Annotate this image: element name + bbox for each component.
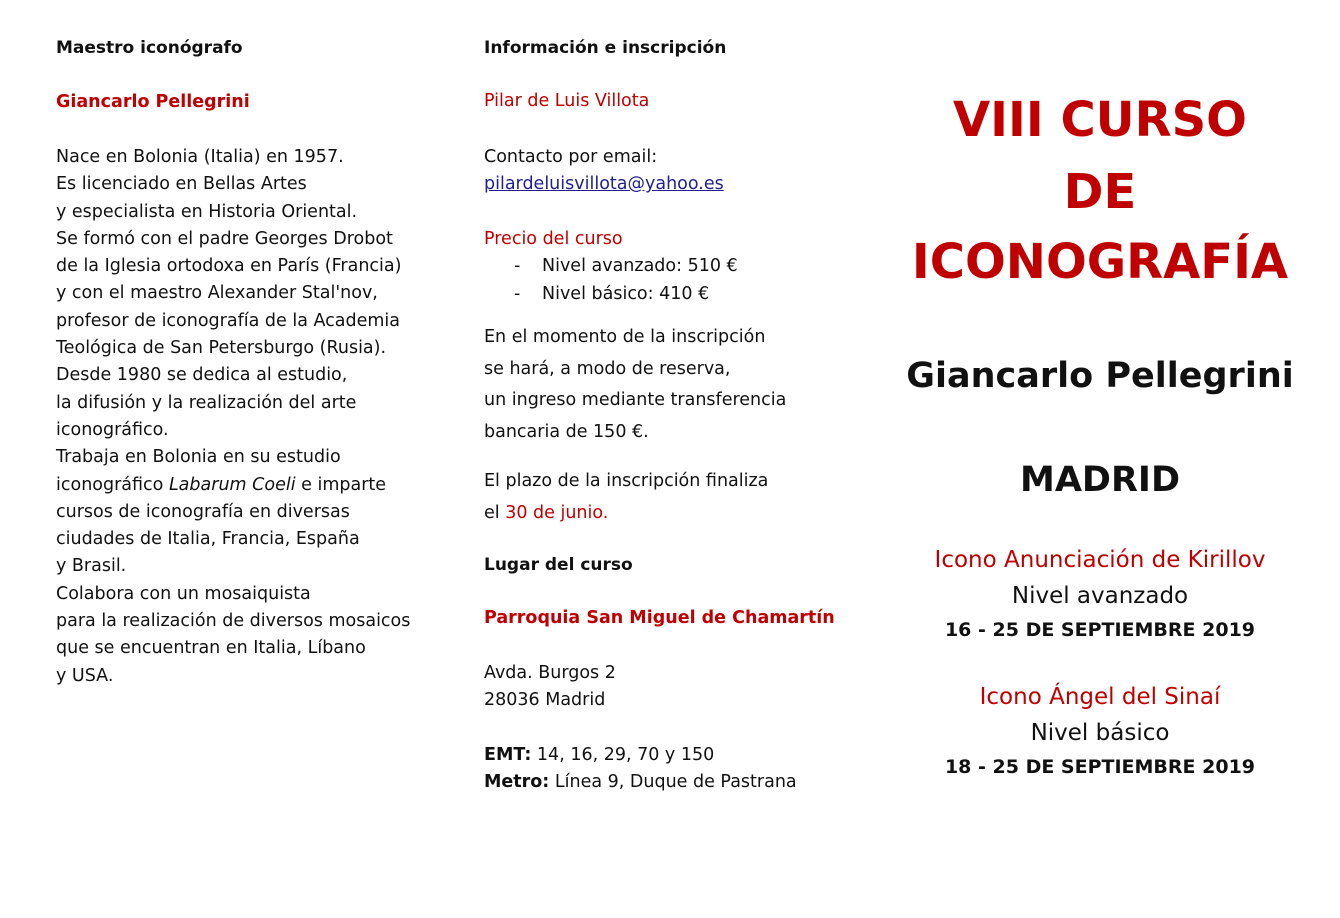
bio-line: Colabora con un mosaiquista [56, 583, 311, 604]
address-city: 28036 Madrid [484, 690, 606, 711]
bio-line: y especialista en Historia Oriental. [56, 201, 358, 222]
bio-line: y USA. [56, 665, 114, 686]
deadline-text [484, 466, 768, 529]
metro-value: Línea 9, Duque de Pastrana [549, 772, 797, 793]
info-heading: Información e inscripción [484, 38, 727, 58]
price-heading: Precio del curso [484, 229, 623, 249]
reservation-text [484, 322, 786, 449]
contact-block [484, 144, 724, 199]
bio-line: Es licenciado en Bellas Artes [56, 174, 307, 195]
bio-line: Se formó con el padre Georges Drobot [56, 228, 393, 249]
place-name: Parroquia San Miguel de Chamartín [484, 608, 835, 628]
bio-line: de la Iglesia ortodoxa en París (Francia) [56, 256, 402, 277]
bio-line: profesor de iconografía de la Academia [56, 310, 401, 331]
city-name: MADRID [1020, 460, 1180, 500]
deadline-line: El plazo de la inscripción finaliza [484, 471, 769, 491]
metro-line [484, 769, 797, 796]
course-level: Nivel avanzado [1011, 583, 1189, 609]
bio-studio-suffix: e imparte [295, 474, 387, 495]
course-dates: 16 - 25 DE SEPTIEMBRE 2019 [944, 619, 1256, 641]
course-dates: 18 - 25 DE SEPTIEMBRE 2019 [944, 756, 1256, 778]
contact-name: Pilar de Luis Villota [484, 91, 650, 111]
bio-line: Desde 1980 se dedica al estudio, [56, 365, 348, 386]
reservation-line: bancaria de 150 €. [484, 422, 649, 443]
emt-label: EMT: [484, 745, 532, 765]
email-line [484, 171, 724, 198]
deadline-prefix: el [484, 502, 506, 523]
course-level: Nivel básico [1030, 720, 1170, 746]
price-advanced: Nivel avanzado: 510 € [542, 256, 738, 277]
transport-block [484, 742, 797, 797]
bio-line: y con el maestro Alexander Stal'nov, [56, 283, 378, 304]
bio-line: la difusión y la realización del arte [56, 392, 357, 413]
bio-line: que se encuentran en Italia, Líbano [56, 638, 366, 659]
author-name: Giancarlo Pellegrini [906, 356, 1294, 396]
bio-line: iconográfico. [56, 419, 169, 440]
address-street: Avda. Burgos 2 [484, 663, 616, 683]
address-block [484, 660, 616, 715]
email-link[interactable]: pilardeluisvillota@yahoo.es [484, 174, 724, 195]
bio-line: cursos de iconografía en diversas [56, 501, 350, 522]
bullet-dash: - [514, 283, 521, 304]
bio-studio-prefix: iconográfico [56, 474, 169, 495]
course-title-line: DE [1063, 164, 1137, 220]
price-item [484, 253, 738, 280]
emt-line [484, 742, 797, 769]
master-name: Giancarlo Pellegrini [56, 92, 250, 112]
deadline-line [484, 498, 768, 530]
contact-label: Contacto por email: [484, 147, 658, 167]
bio-line: Teológica de San Petersburgo (Rusia). [56, 338, 387, 359]
bio-line-studio [56, 472, 410, 499]
bio-line: Trabaja en Bolonia en su estudio [56, 447, 341, 468]
studio-name: Labarum Coeli [168, 474, 296, 495]
master-heading: Maestro iconógrafo [56, 38, 243, 58]
bio-line: y Brasil. [56, 556, 127, 577]
bullet-dash: - [514, 256, 521, 277]
bio-line: Nace en Bolonia (Italia) en 1957. [56, 147, 344, 167]
price-block [484, 226, 738, 308]
bio-text [56, 144, 410, 690]
reservation-line: un ingreso mediante transferencia [484, 390, 787, 411]
place-heading: Lugar del curso [484, 555, 633, 575]
course-icon-title: Icono Ángel del Sinaí [979, 684, 1221, 710]
bio-line: para la realización de diversos mosaicos [56, 611, 411, 632]
price-basic: Nivel básico: 410 € [542, 283, 710, 304]
metro-label: Metro: [484, 772, 550, 793]
course-title-line: ICONOGRAFÍA [911, 234, 1289, 290]
bio-line: ciudades de Italia, Francia, España [56, 529, 360, 550]
course-title-line: VIII CURSO [953, 92, 1247, 148]
reservation-line: En el momento de la inscripción [484, 327, 766, 347]
emt-value: 14, 16, 29, 70 y 150 [531, 745, 715, 765]
deadline-date: 30 de junio. [505, 502, 609, 523]
course-icon-title: Icono Anunciación de Kirillov [934, 547, 1266, 573]
reservation-line: se hará, a modo de reserva, [484, 358, 731, 379]
price-item [484, 281, 738, 308]
